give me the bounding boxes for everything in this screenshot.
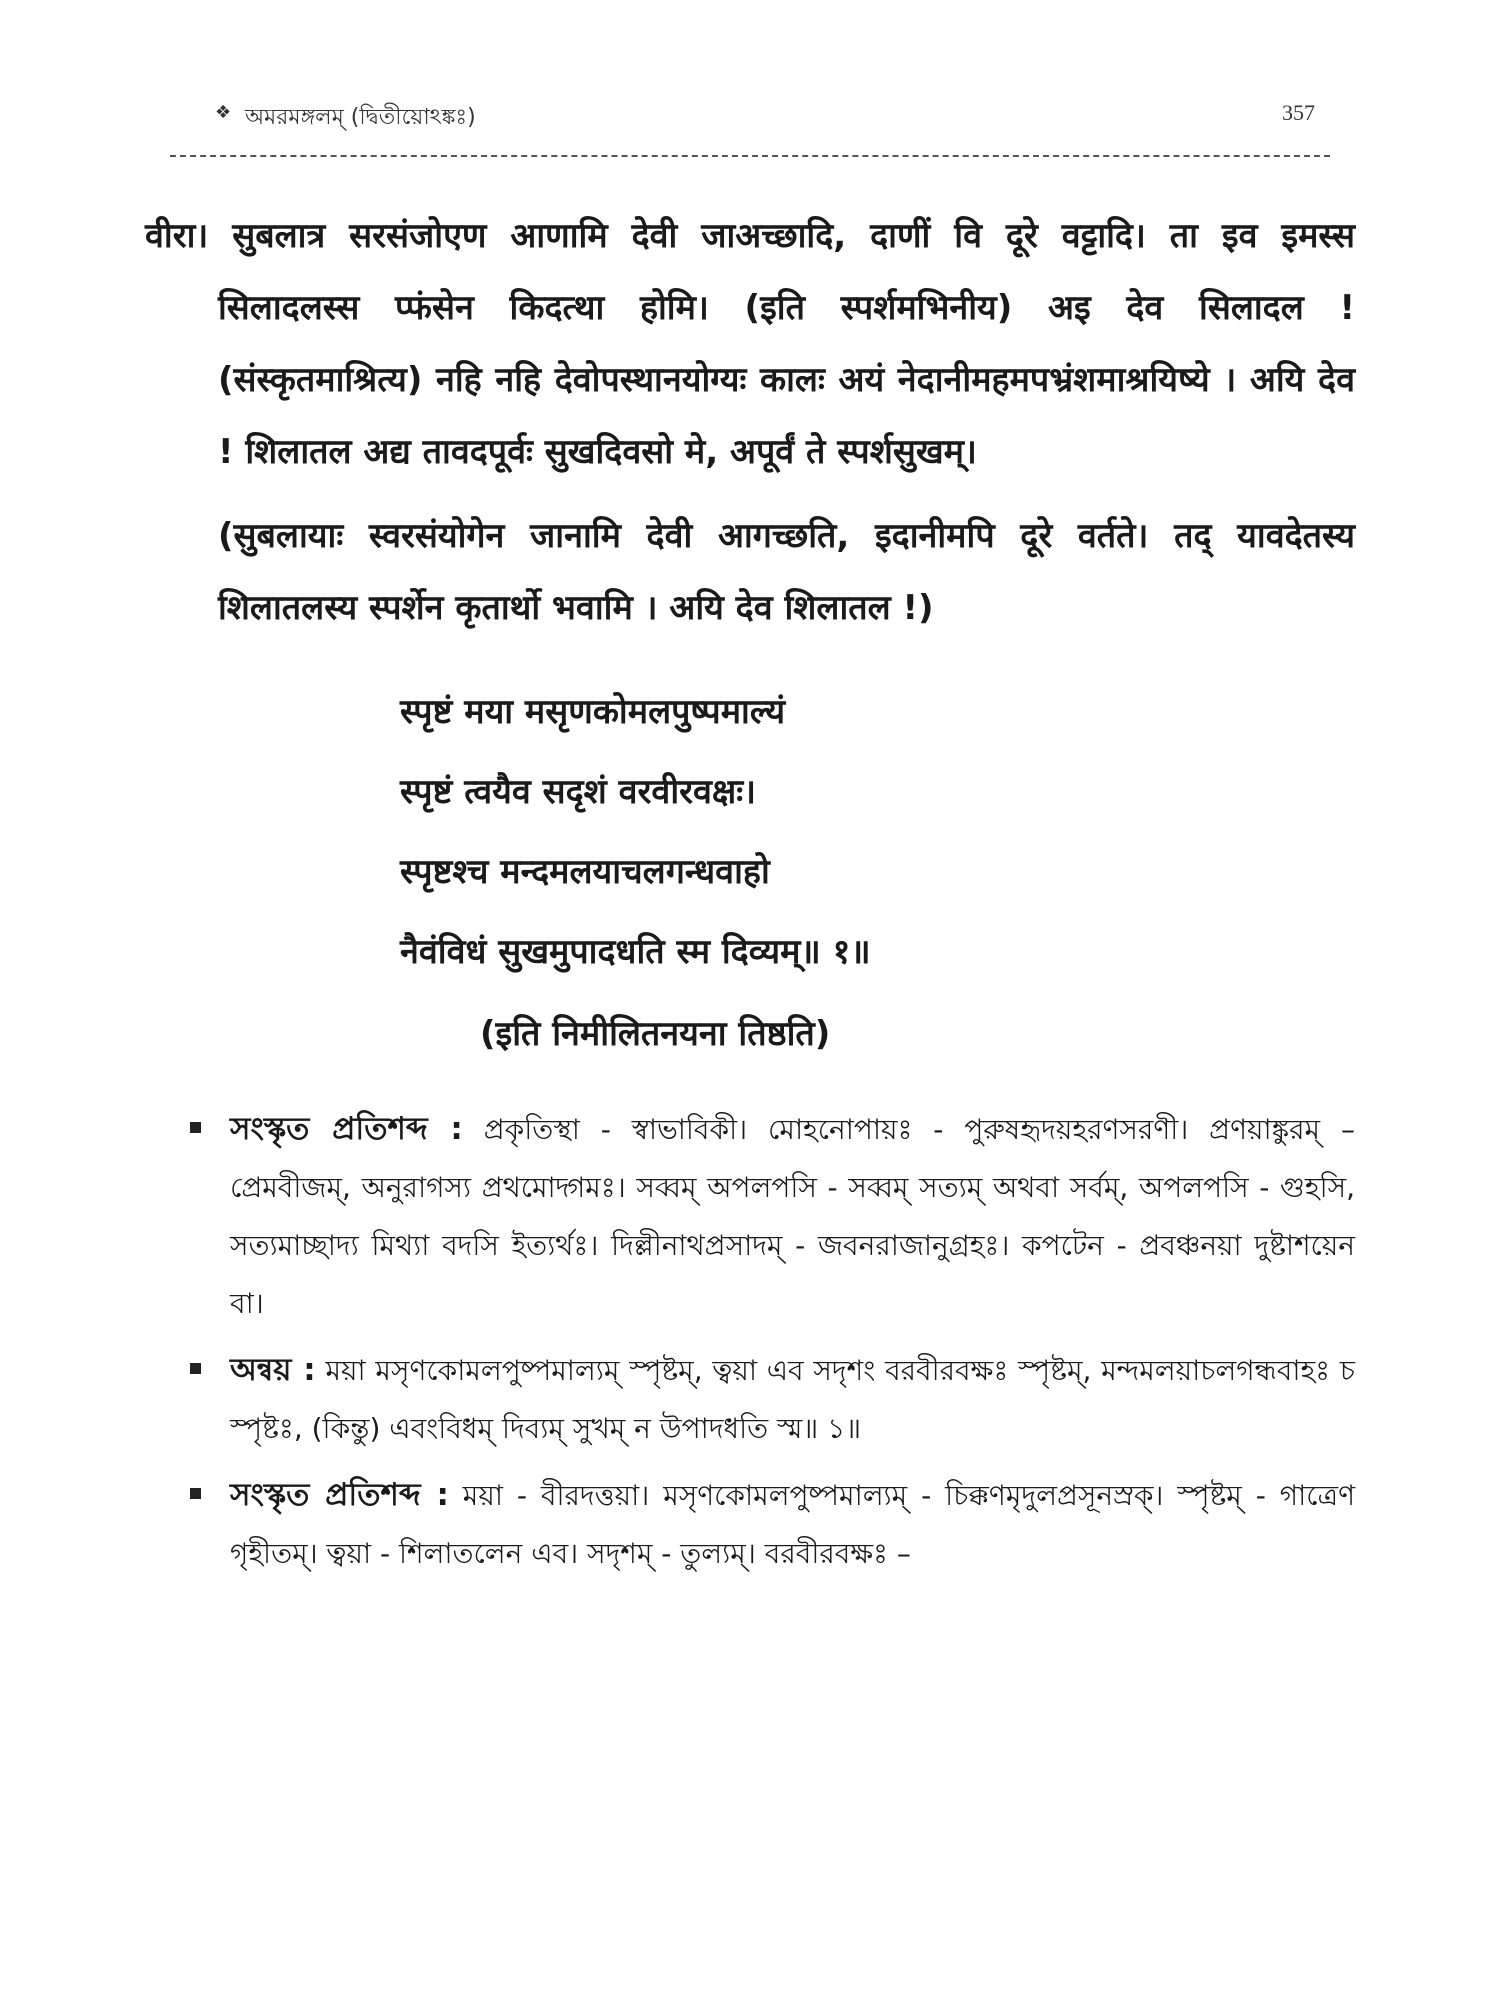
page-body xyxy=(145,200,1355,1591)
verse-line: स्पृष्टं त्वयैव सदृशं वरवीरवक्षः। xyxy=(400,772,757,812)
bullet-square-icon xyxy=(190,1488,201,1499)
verse-line: स्पृष्टश्च मन्दमलयाचलगन्धवाहो xyxy=(400,852,770,892)
note-item xyxy=(190,1100,1355,1333)
note-item xyxy=(190,1466,1355,1583)
dialogue-paragraph: वीरा। सुबलात्र सरसंजोएण आणामि देवी जाअच्छादि, दाणीं वि दूरे वट्टादि। ता इव इमस्स सिलादलस्स प्फंसेन किदत्था होमि। (इति स्पर्शमभिनीय) अइ देव सिलादल ! (संस्कृतमाश्रित्य) नहि नहि देवोपस्थानयोग्यः कालः अयं नेदानीमहमपभ्रंशमाश्रयिष्ये । अयि देव ! शिलातल अद्य तावदपूर्वः सुखदिवसो मे, अपूर्वं ते स्पर्शसुखम्। xyxy=(145,216,1355,472)
notes-list xyxy=(145,1100,1355,1583)
verse-line: नैवंविधं सुखमुपादधति स्म दिव्यम्॥ १॥ xyxy=(400,932,871,972)
note-label: সংস্কৃত প্রতিশব্দ : xyxy=(230,1111,463,1147)
bullet-square-icon xyxy=(190,1363,201,1374)
note-text: ময়া মসৃণকোমলপুষ্পমাল্যম্ স্পৃষ্টম্, ত্বয়া এব সদৃশং বরবীরবক্ষঃ স্পৃষ্টম্, মন্দমলয়াচলগন্ধবাহঃ চ স্পৃষ্টঃ, (কিন্তু) এবংবিধম্ দিব্যম্ সুখম্ ন উপাদধতি স্ম॥ ১॥ xyxy=(230,1354,1355,1445)
stage-direction: (इति निमीलितनयना तिष्ठति) xyxy=(480,1014,831,1054)
note-label: সংস্কৃত প্রতিশব্দ : xyxy=(230,1477,449,1513)
header-title: অমরমঙ্গলম্ (দ্বিতীয়োঽঙ্কঃ) xyxy=(245,105,476,130)
sanskrit-gloss-paragraph: (सुबलायाः स्वरसंयोगेन जानामि देवी आगच्छति, इदानीमपि दूरे वर्तते। तद् यावदेतस्य शिलातलस्य स्पर्शेन कृतार्थो भवामि । अयि देव शिलातल !) xyxy=(218,516,1355,628)
note-text: ময়া - বীরদত্তয়া। মসৃণকোমলপুষ্পমাল্যম্ - চিক্কণমৃদুলপ্রসূনস্রক্। স্পৃষ্টম্ - গাত্রেণ গৃহীতম্। ত্বয়া - শিলাতলেন এব। সদৃশম্ - তুল্যম্। বরবীরবক্ষঃ – xyxy=(230,1479,1355,1570)
note-item xyxy=(190,1341,1355,1458)
note-text: প্রকৃতিস্থা - স্বাভাবিকী। মোহনোপায়ঃ - পুরুষহৃদয়হরণসরণী। প্রণয়াঙ্কুরম্ – প্রেমবীজম্, অনুরাগস্য প্রথমোদ্গমঃ। সব্বম্ অপলপসি - সব্বম্ সত্যম্ অথবা সর্বম্, অপলপসি - গুহসি, সত্যমাচ্ছাদ্য মিথ্যা বদসি ইত্যর্থঃ। দিল্লীনাথপ্রসাদম্ - জবনরাজানুগ্রহঃ। কপটেন - প্রবঞ্চনয়া দুষ্টাশয়েন বা। xyxy=(230,1113,1355,1320)
header-divider xyxy=(170,155,1330,157)
bullet-square-icon xyxy=(190,1122,201,1133)
verse-line: स्पृष्टं मया मसृणकोमलपुष्पमाल्यं xyxy=(400,692,786,732)
note-label: অন্বয় : xyxy=(230,1352,316,1388)
verse-block xyxy=(145,672,1355,992)
header-bullet-icon: ❖ xyxy=(215,102,232,123)
page-number: 357 xyxy=(1282,100,1315,125)
running-header xyxy=(215,100,1315,136)
